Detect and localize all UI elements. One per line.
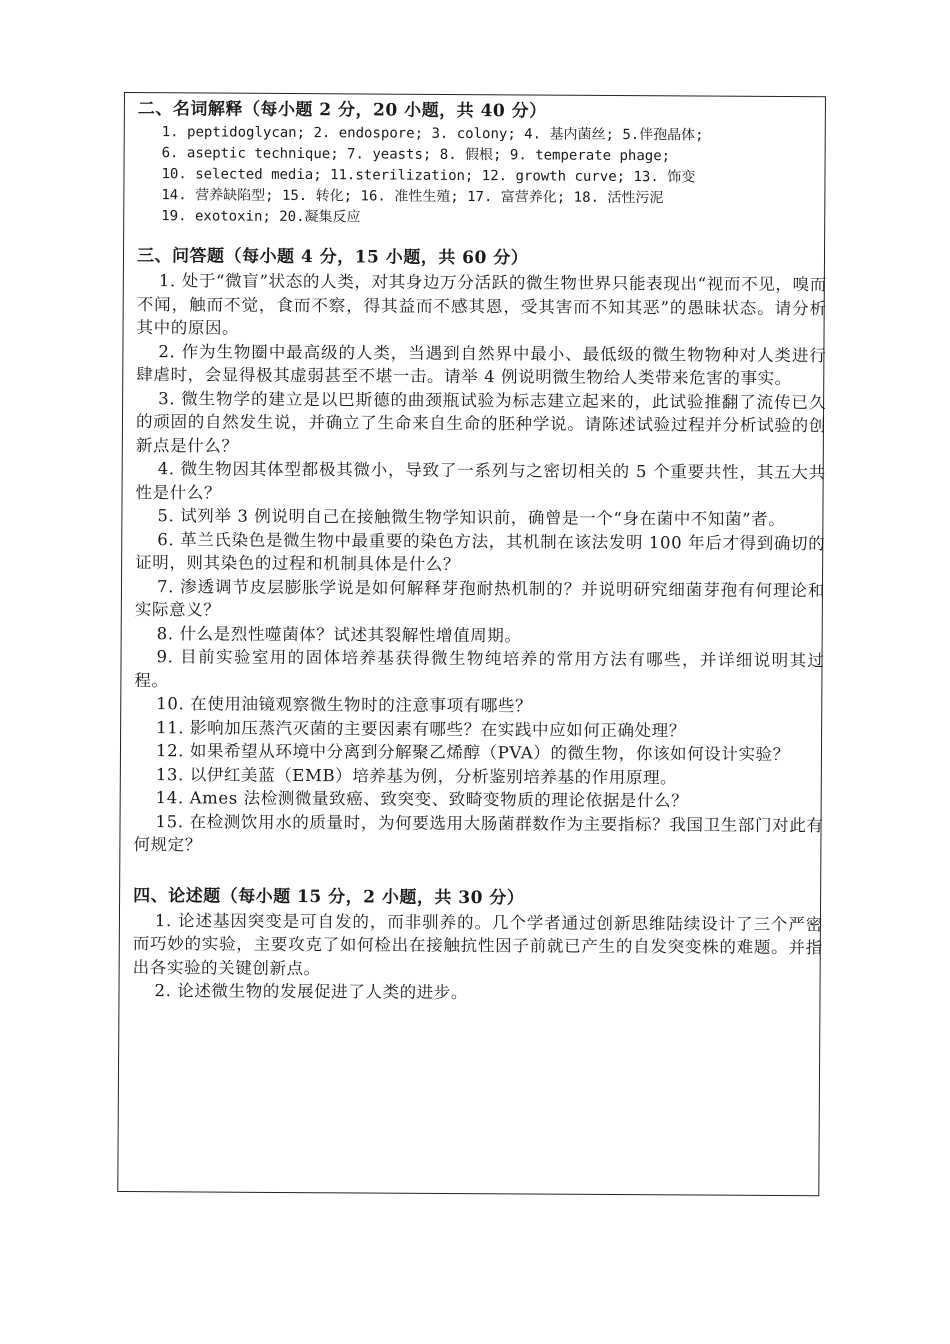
question-item: 15. 在检测饮用水的质量时，为何要选用大肠菌群数作为主要指标？我国卫生部门对此有何规定？ — [133, 811, 824, 855]
section-3-title: 三、问答题（每小题 4 分，15 小题，共 60 分） — [136, 245, 529, 269]
section-2-title: 二、名词解释（每小题 2 分，20 小题，共 40 分） — [137, 98, 547, 122]
question-item: 11. 影响加压蒸汽灭菌的主要因素有哪些？在实践中应如何正确处理？ — [156, 717, 686, 740]
question-item: 7. 渗透调节皮层膨胀学说是如何解释芽孢耐热机制的？并说明研究细菌芽孢有何理论和实际意义？ — [134, 576, 826, 620]
question-item: 6. 革兰氏染色是微生物中最重要的染色方法，其机制在该法发明 100 年后才得到确切的证明，则其染色的过程和机制具体是什么？ — [135, 529, 826, 574]
question-item: 12. 如果希望从环境中分离到分解聚乙烯醇（PVA）的微生物，你该如何设计实验？ — [155, 741, 790, 764]
question-item: 4. 微生物因其体型都极其微小，导致了一系列与之密切相关的 5 个重要共性，其五大共性是什么？ — [135, 459, 826, 503]
question-item: 14. Ames 法检测微量致癌、致突变、致畸变物质的理论依据是什么？ — [155, 788, 689, 811]
question-item: 8. 什么是烈性噬菌体？试述其裂解性增值周期。 — [156, 623, 522, 645]
question-item: 5. 试列举 3 例说明自己在接触微生物学知识前，确曾是一个“身在菌中不知菌”者。 — [157, 506, 786, 529]
question-item: 9. 目前实验室用的固体培养基获得微生物纯培养的常用方法有哪些，并详细说明其过程。 — [134, 647, 825, 690]
term-line: 14. 营养缺陷型; 15. 转化; 16. 准性生殖; 17. 富营养化; 18. 活性污泥 — [161, 187, 664, 207]
question-item: 1. 处于“微盲”状态的人类，对其身边万分活跃的微生物世界只能表现出“视而不见，嗅而不闻，触而不觉，食而不察，得其益而不感其恩，受其害而不知其恶”的愚昧状态。请分析其中的原因。 — [136, 271, 827, 338]
term-line: 1. peptidoglycan; 2. endospore; 3. colony; 4. 基内菌丝; 5.伴孢晶体; — [161, 124, 704, 144]
question-item: 3. 微生物学的建立是以巴斯德的曲颈瓶试验为标志建立起来的，此试验推翻了流传已久的顽固的自然发生说，并确立了生命来自生命的胚种学说。请陈述试验过程并分析试验的创新点是什么？ — [135, 388, 827, 456]
section-4-title: 四、论述题（每小题 15 分，2 小题，共 30 分） — [133, 885, 525, 908]
question-item: 10. 在使用油镜观察微生物时的注意事项有哪些？ — [156, 694, 533, 716]
term-line: 6. aseptic technique; 7. yeasts; 8. 假根; 9. temperate phage; — [161, 145, 671, 165]
essay-question-item: 1. 论述基因突变是可自发的，而非驯养的。几个学者通过创新思维陆续设计了三个严密而巧妙的实验，主要攻克了如何检出在接触抗性因子前就已产生的自发突变株的难题。并指出各实验的关键创新点。 — [132, 910, 824, 978]
exam-content — [132, 96, 828, 1007]
term-line: 10. selected media; 11.sterilization; 12. growth curve; 13. 饰变 — [161, 166, 696, 186]
essay-question-item: 2. 论述微生物的发展促进了人类的进步。 — [154, 981, 469, 1003]
term-line: 19. exotoxin; 20.凝集反应 — [161, 208, 361, 226]
term-list — [161, 122, 828, 231]
question-item: 2. 作为生物圈中最高级的人类，当遇到自然界中最小、最低级的微生物物种对人类进行肆虐时，会显得极其虚弱甚至不堪一击。请举 4 例说明微生物给人类带来危害的事实。 — [136, 341, 827, 388]
question-item: 13. 以伊红美蓝（EMB）培养基为例，分析鉴别培养基的作用原理。 — [155, 764, 678, 787]
